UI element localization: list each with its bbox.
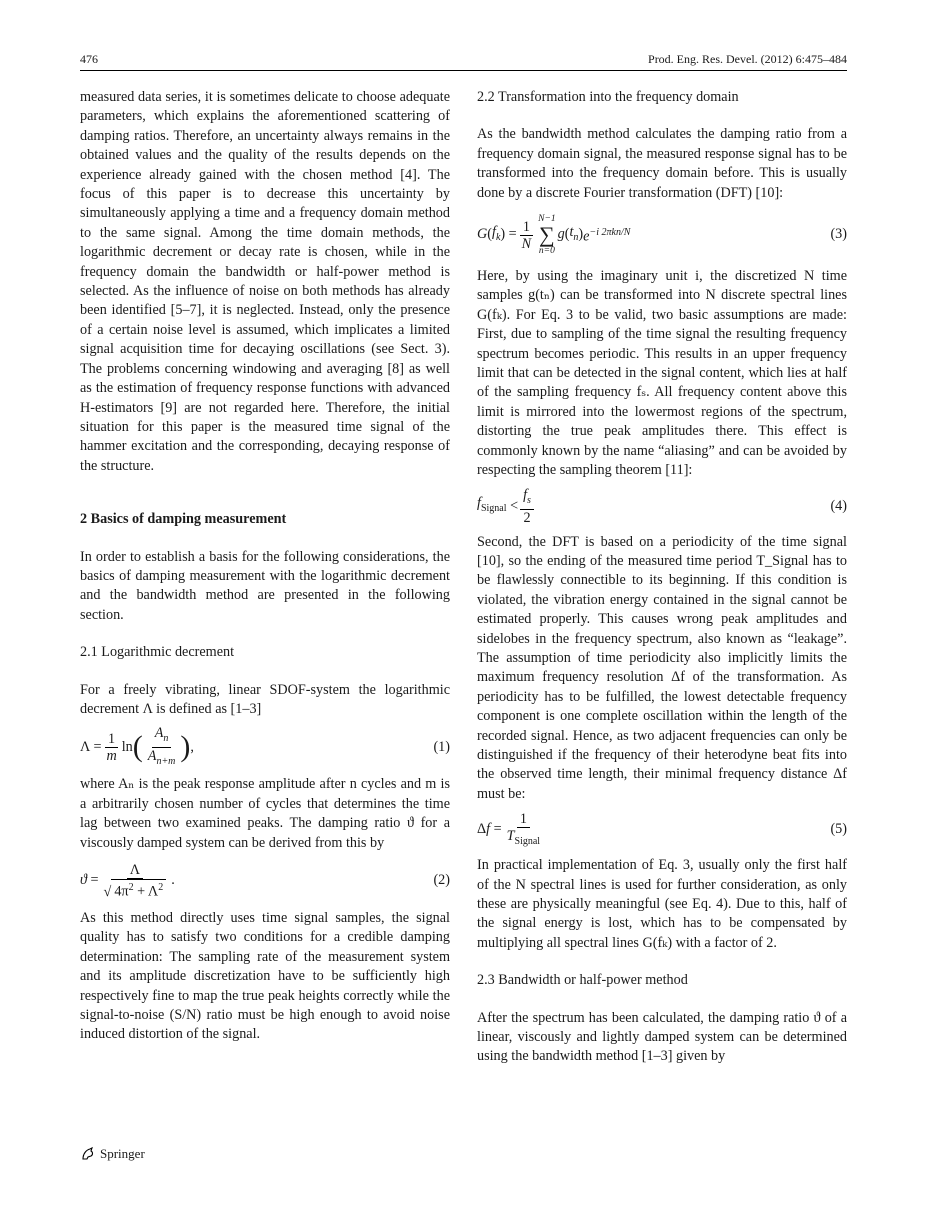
after-equation-3: Here, by using the imaginary unit i, the discretized N time samples g(tₙ) can be transformed into N discrete spectral lines G(fₖ). For Eq. 3 to be valid, two basic assumptions are made: First, due to sampling of the time signal the resulting frequency spectrum becomes periodic. This results in an upper frequency limit that can be detected in the signal content, which lies at half of the sampling frequency fₛ. All frequency content above this limit is mirrored into the lowermost regions of the spectrum, distorting the true peak amplitudes there. This effect is commonly known by the name “aliasing” and can be avoided by respecting the sampling theorem [11]:: [477, 268, 847, 479]
publisher-name: Springer: [100, 1146, 145, 1161]
equation-1-number: (1): [433, 738, 450, 755]
page-header: [80, 51, 847, 67]
equation-3-number: (3): [830, 226, 847, 243]
equation-2-number: (2): [433, 872, 450, 889]
header-rule: [80, 70, 847, 71]
after-equation-4: Second, the DFT is based on a periodicity of the time signal [10], so the ending of the measured time period T_Signal has to be flawlessly connectible to its beginning. If this condition is violated, the vibration energy contained in the signal cannot be estimated properly. This causes wrong peak amplitudes and sidelobes in the frequency spectrum, also known as “leakage”. The assumption of time periodicity also implicitly limits the maximum frequency resolution Δf of the transformation. As periodicity has to be fulfilled, the lowest detectable frequency component is one complete oscillation within the length of the recorded signal. Hence, as two adjacent frequencies can only be distinguished if the frequency of their heterodyne beat fits into the observed time length, their minimal frequency distance Δf must be:: [477, 533, 847, 802]
equation-1: Λ = $\frac{1}{m}$ ln ( $\frac{A_n}{A_{n+m}}$ ) , (1): [80, 725, 450, 767]
section-2-paragraph: In order to establish a basis for the following considerations, the basics of damping measurement with the logarithmic decrement and the bandwidth method are presented in the following section.: [80, 548, 450, 623]
equation-2: ϑ = Λ √ $4\pi^2 + \Lambda^2$ . (2): [80, 862, 450, 900]
section-2-title: 2 Basics of damping measurement: [80, 511, 287, 528]
journal-citation: Prod. Eng. Res. Devel. (2012) 6:475–484: [648, 52, 847, 66]
right-column: [477, 88, 847, 1067]
page-footer: [80, 1146, 145, 1162]
equation-4-number: (4): [830, 497, 847, 514]
equation-3: G ( $f_k$ ) = $\frac{1}{N}$ N−1 ∑ n=0 g ( $t_n$ ) $e^{-i 2\pi kn/N}$ (3): [477, 214, 847, 257]
subsection-2-2-paragraph: As the bandwidth method calculates the damping ratio from a frequency domain signal, the measured response signal has to be transformed into the frequency domain before. This is usually done by a discrete Fourier transformation (DFT) [10]:: [477, 126, 847, 201]
equation-5: Δ f = $\frac{1}{T_{Signal}}$ (5): [477, 810, 847, 847]
after-equation-1: where Aₙ is the peak response amplitude after n cycles and m is a arbitrarily chosen number of cycles that determines the time lag between two examined peaks. The damping ratio ϑ for a viscously damped system can be derived from this by: [80, 776, 450, 851]
springer-horse-icon: [80, 1146, 96, 1162]
after-equation-2: As this method directly uses time signal samples, the signal quality has to satisfy two conditions for a credible damping determination: The sampling rate of the measurement system and its amplitude discretization have to be sufficiently high respectively fine to map the true peak heights correctly while the signal-to-noise (S/N) ratio must be high enough to avoid noise induced distortion of the signal.: [80, 910, 450, 1043]
subsection-2-1-paragraph: For a freely vibrating, linear SDOF-system the logarithmic decrement Λ is defined as [1–3]: [80, 681, 450, 717]
intro-paragraph: measured data series, it is sometimes delicate to choose adequate parameters, which explains the aforementioned scattering of damping ratios. Therefore, an uncertainty always remains in the obtained values and the quality of the results depends on the experience already gained with the chosen method [4]. The focus of this paper is to decrease this uncertainty by simultaneously applying a time and a frequency domain method to the same signal. Among the time domain methods, the logarithmic decrement or decay rate is chosen, while in the frequency domain the bandwidth or half-power method is selected. As the influence of noise on both methods has already been identified [5–7], it is neglected. Instead, only the presence of a certain noise level is assumed, which implicates a limited signal acquisition time for decaying oscillations (see Sect. 3). The problems concerning windowing and averaging [8] as well as the estimation of frequency response functions with advanced H-estimators [9] are not regarded here. Therefore, the initial situation for this paper is the measured time signal of the hammer excitation and the corresponding, decaying response of the structure.: [80, 89, 450, 474]
left-column: [80, 88, 450, 1045]
subsection-2-3-paragraph: After the spectrum has been calculated, the damping ratio ϑ of a linear, viscously and lightly damped system can be determined using the bandwidth method [1–3] given by: [477, 1009, 847, 1065]
subsection-2-3-title: 2.3 Bandwidth or half-power method: [477, 972, 688, 989]
equation-4: $f_{Signal}$ < $\frac{f_s}{2}$ (4): [477, 487, 847, 526]
subsection-2-2-title: 2.2 Transformation into the frequency domain: [477, 89, 739, 105]
page-number: 476: [80, 52, 98, 66]
equation-5-number: (5): [830, 821, 847, 838]
after-equation-5: In practical implementation of Eq. 3, usually only the first half of the N spectral lines is used for further consideration, as only these are physically meaningful (see Eq. 4). Due to this, half of the signal energy is lost, which has to be compensated by multiplying all spectral lines G(fₖ) with a factor of 2.: [477, 857, 847, 951]
subsection-2-1-title: 2.1 Logarithmic decrement: [80, 644, 235, 661]
